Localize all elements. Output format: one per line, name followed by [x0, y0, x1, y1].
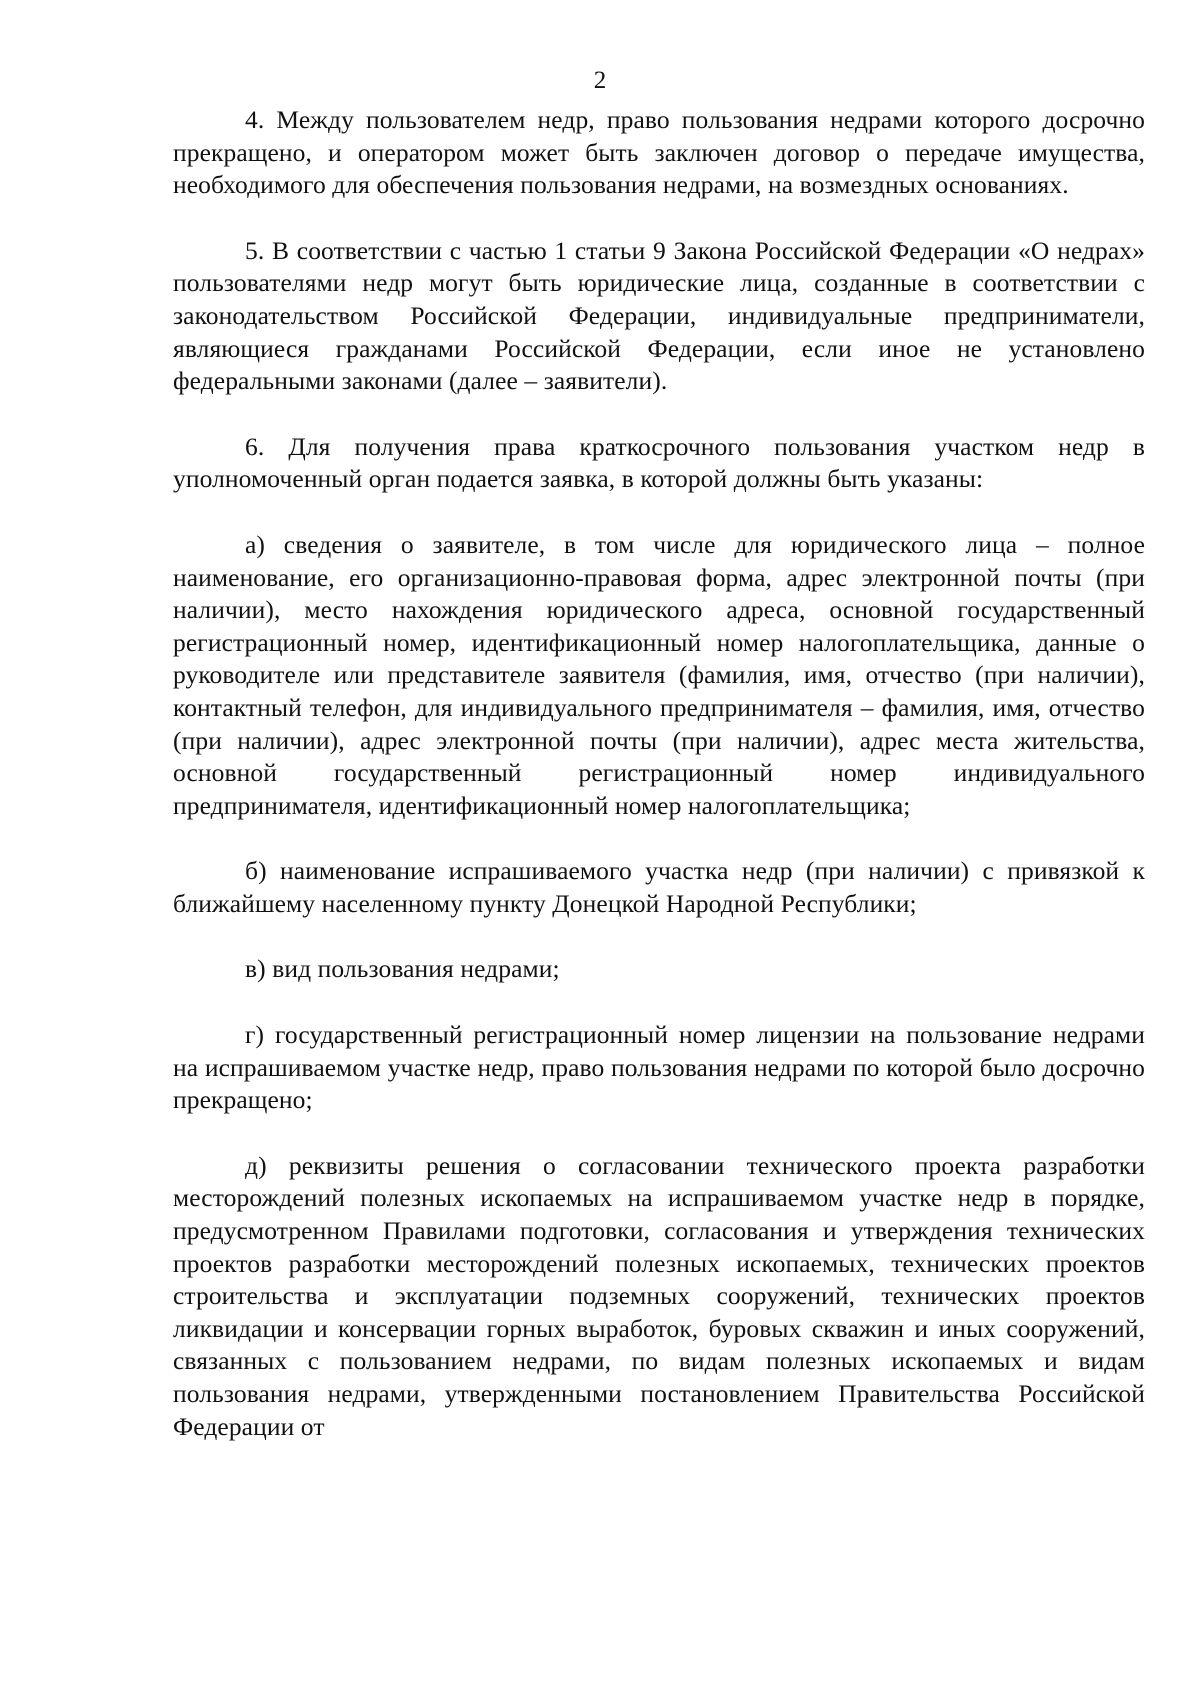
paragraph-5: 5. В соответствии с частью 1 статьи 9 Закона Российской Федерации «О недрах» пользователями недр могут быть юридические лица, созданные в соответствии с законодательством Российской Федерации, индивидуальные предприниматели, являющиеся гражданами Российской Федерации, если иное не установлено федеральными законами (далее – заявители). — [173, 235, 1145, 396]
paragraph-6: 6. Для получения права краткосрочного пользования участком недр в уполномоченный орган подается заявка, в которой должны быть указаны: — [173, 431, 1145, 494]
subparagraph-b: б) наименование испрашиваемого участка недр (при наличии) с привязкой к ближайшему населенному пункту Донецкой Народной Республики; — [173, 856, 1145, 918]
subparagraph-d: д) реквизиты решения о согласовании технического проекта разработки месторождений полезных ископаемых на испрашиваемом участке недр в порядке, предусмотренном Правилами подготовки, согласования и утверждения технических проектов разработки месторождений полезных ископаемых, технических проектов строительства и эксплуатации подземных сооружений, технических проектов ликвидации и консервации горных выработок, буровых скважин и иных сооружений, связанных с пользованием недрами, по видам полезных ископаемых и видам пользования недрами, утвержденными постановлением Правительства Российской Федерации от — [173, 1150, 1145, 1441]
subparagraph-a: а) сведения о заявителе, в том числе для юридического лица – полное наименование, его организационно-правовая форма, адрес электронной почты (при наличии), место нахождения юридического адреса, основной государственный регистрационный номер, идентификационный номер налогоплательщика, данные о руководителе или представителе заявителя (фамилия, имя, отчество (при наличии), контактный телефон, для индивидуального предпринимателя – фамилия, имя, отчество (при наличии), адрес электронной почты (при наличии), адрес места жительства, основной государственный регистрационный номер индивидуального предпринимателя, идентификационный номер налогоплательщика; — [173, 529, 1145, 820]
page-number: 2 — [593, 67, 607, 94]
subparagraph-v: в) вид пользования недрами; — [245, 954, 560, 984]
subparagraph-g: г) государственный регистрационный номер лицензии на пользование недрами на испрашиваемом участке недр, право пользования недрами по которой было досрочно прекращено; — [173, 1020, 1145, 1115]
paragraph-4: 4. Между пользователем недр, право пользования недрами которого досрочно прекращено, и оператором может быть заключен договор о передаче имущества, необходимого для обеспечения пользования недрами, на возмездных основаниях. — [173, 105, 1145, 200]
document-body — [173, 104, 1145, 1443]
